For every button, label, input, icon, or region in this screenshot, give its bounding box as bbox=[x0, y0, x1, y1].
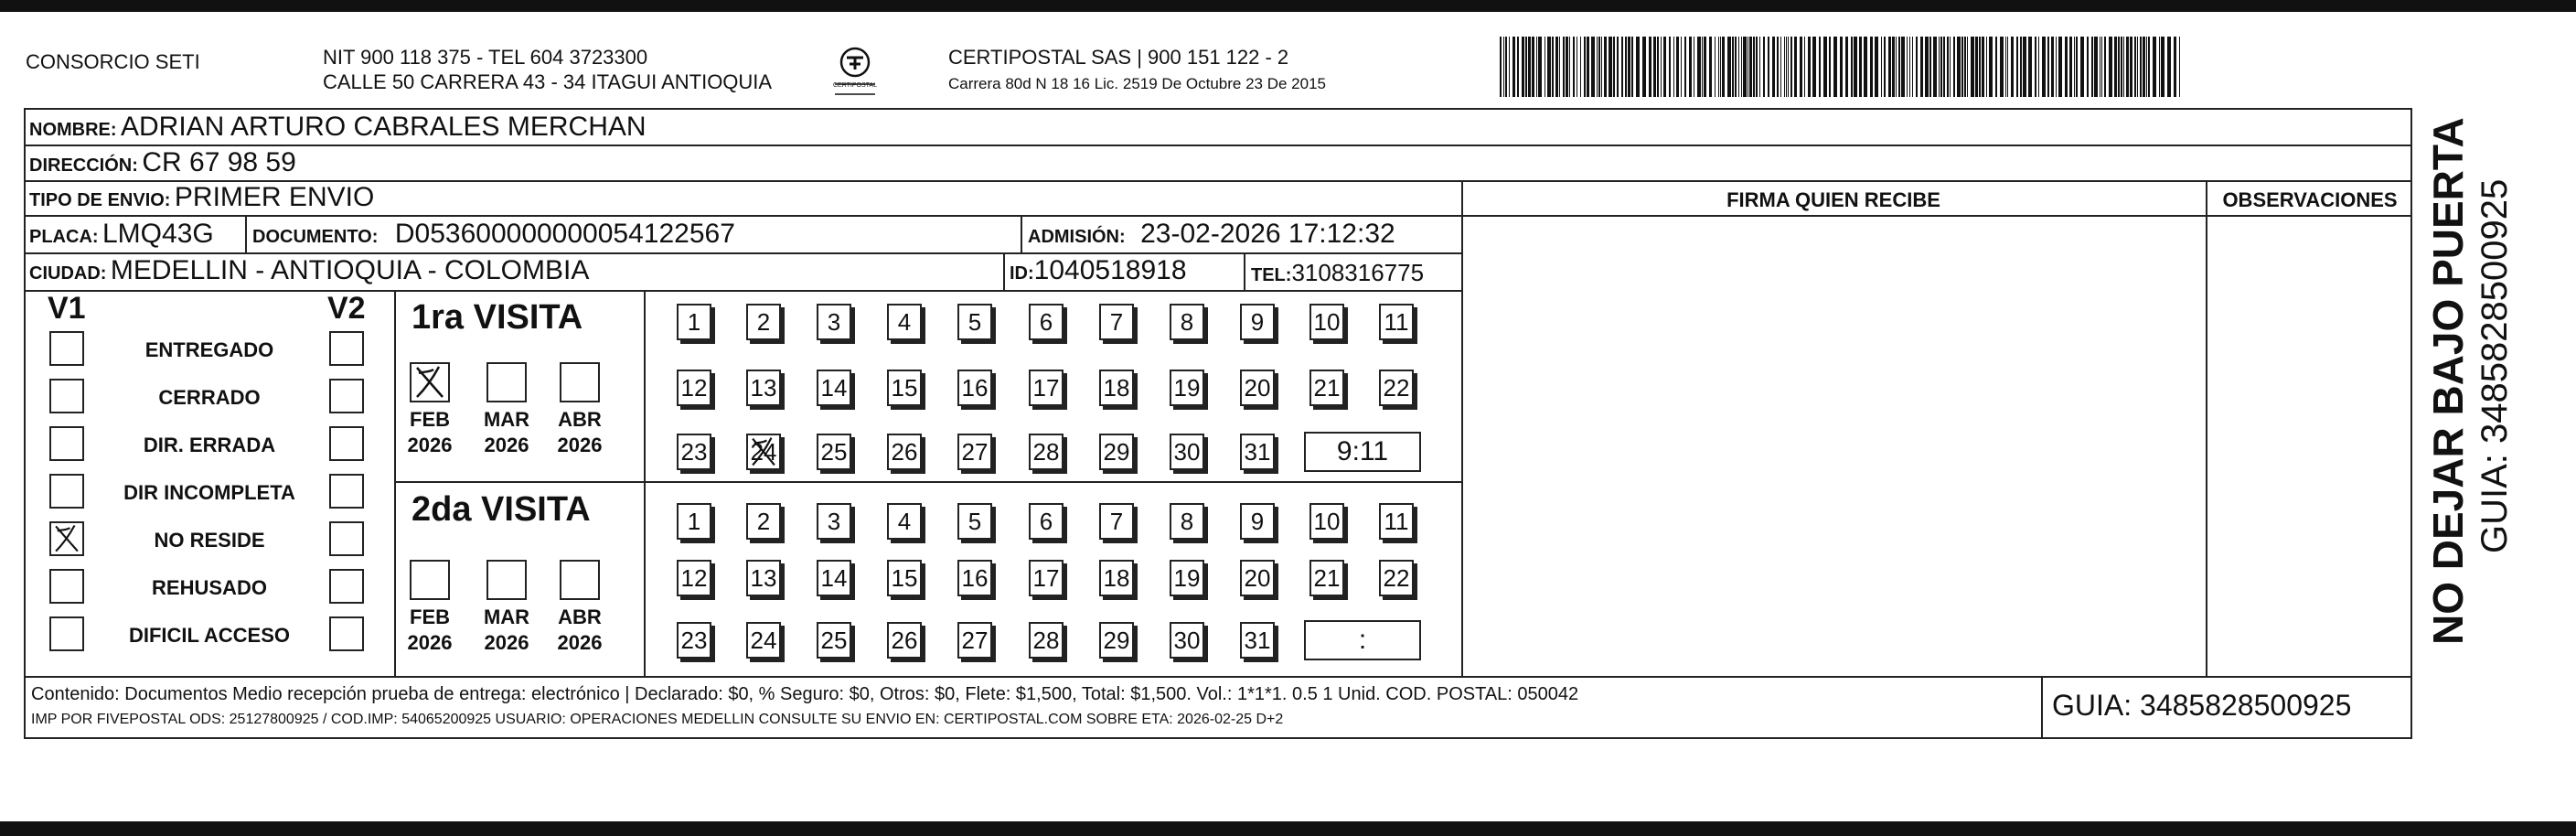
day-number: 1 bbox=[687, 308, 701, 336]
day-box[interactable] bbox=[746, 560, 781, 596]
day-number: 19 bbox=[1173, 374, 1201, 402]
month-label: MAR bbox=[483, 606, 530, 628]
day-box[interactable] bbox=[1029, 622, 1064, 659]
day-number: 16 bbox=[961, 564, 989, 592]
day-box[interactable] bbox=[817, 304, 851, 340]
month-checkbox[interactable] bbox=[560, 362, 600, 402]
logo-text: CERTIPOSTAL bbox=[833, 82, 877, 89]
day-number: 13 bbox=[750, 564, 777, 592]
day-box[interactable] bbox=[1099, 370, 1134, 406]
day-box[interactable] bbox=[677, 503, 711, 540]
v2-header: V2 bbox=[327, 291, 366, 326]
month-checkbox[interactable] bbox=[560, 560, 600, 600]
day-box[interactable] bbox=[817, 503, 851, 540]
day-box[interactable] bbox=[887, 622, 922, 659]
day-number: 18 bbox=[1103, 564, 1130, 592]
month-checkbox[interactable] bbox=[486, 362, 527, 402]
time-box[interactable]: 9:11 bbox=[1304, 432, 1421, 472]
placa-field bbox=[29, 219, 214, 254]
admision-value: 23-02-2026 17:12:32 bbox=[1140, 219, 1395, 249]
year-label: 2026 bbox=[407, 434, 453, 456]
visit-divider bbox=[394, 481, 1461, 483]
day-box[interactable] bbox=[817, 560, 851, 596]
day-box[interactable] bbox=[1170, 622, 1204, 659]
day-number: 13 bbox=[750, 374, 777, 402]
day-box[interactable] bbox=[1240, 503, 1275, 540]
day-box[interactable] bbox=[1170, 370, 1204, 406]
form-frame-bottom bbox=[24, 737, 2412, 739]
col-divider bbox=[644, 290, 646, 676]
day-number: 29 bbox=[1103, 438, 1130, 466]
day-box[interactable] bbox=[677, 622, 711, 659]
day-box[interactable] bbox=[1099, 434, 1134, 470]
tipo-envio-field bbox=[29, 182, 374, 218]
admision-field bbox=[1028, 219, 1395, 254]
day-number: 12 bbox=[680, 374, 708, 402]
day-box[interactable] bbox=[677, 560, 711, 596]
nombre-label: NOMBRE: bbox=[29, 120, 117, 140]
month-label: ABR bbox=[558, 606, 602, 628]
id-value: 1040518918 bbox=[1033, 255, 1187, 285]
day-box[interactable] bbox=[1379, 503, 1414, 540]
day-box[interactable] bbox=[887, 560, 922, 596]
imp-text: IMP POR FIVEPOSTAL ODS: 25127800925 / COD.IMP: 54065200925 USUARIO: OPERACIONES MEDELLIN CONSULTE SU ENVIO EN: CERTIPOSTAL.COM SOBRE ETA: 2026-02-25 D+2 bbox=[31, 712, 1284, 727]
documento-value: D053600000000054122567 bbox=[394, 219, 735, 249]
day-box[interactable] bbox=[957, 434, 992, 470]
day-number: 23 bbox=[680, 627, 708, 654]
day-box[interactable] bbox=[1029, 370, 1064, 406]
tipo-envio-value: PRIMER ENVIO bbox=[174, 182, 375, 212]
day-box[interactable] bbox=[677, 304, 711, 340]
day-number: 24 bbox=[750, 627, 777, 654]
observations-area[interactable] bbox=[2207, 217, 2410, 674]
company-license: Carrera 80d N 18 16 Lic. 2519 De Octubre 23 De 2015 bbox=[948, 75, 1326, 92]
day-number: 31 bbox=[1244, 627, 1271, 654]
id-label: ID: bbox=[1010, 263, 1034, 284]
v2-checkbox[interactable] bbox=[329, 331, 364, 366]
day-box[interactable] bbox=[1379, 370, 1414, 406]
day-number: 22 bbox=[1383, 564, 1410, 592]
day-box[interactable] bbox=[746, 622, 781, 659]
col-divider bbox=[1003, 252, 1005, 291]
day-number: 30 bbox=[1173, 627, 1201, 654]
day-number: 17 bbox=[1032, 374, 1060, 402]
day-box[interactable] bbox=[1309, 503, 1344, 540]
day-number: 16 bbox=[961, 374, 989, 402]
day-number: 8 bbox=[1180, 308, 1194, 336]
status-option-label: NO RESIDE bbox=[154, 529, 265, 552]
documento-field bbox=[252, 219, 735, 254]
year-label: 2026 bbox=[557, 631, 603, 654]
day-number: 14 bbox=[820, 374, 848, 402]
day-number: 7 bbox=[1109, 508, 1124, 535]
day-number: 28 bbox=[1032, 438, 1060, 466]
nombre-field bbox=[29, 112, 647, 147]
day-number: 19 bbox=[1173, 564, 1201, 592]
col-divider bbox=[394, 290, 396, 676]
ciudad-value: MEDELLIN - ANTIOQUIA - COLOMBIA bbox=[110, 255, 590, 285]
day-box[interactable] bbox=[1099, 622, 1134, 659]
v1-checkbox[interactable] bbox=[49, 426, 84, 461]
day-box[interactable] bbox=[1309, 304, 1344, 340]
signature-area[interactable] bbox=[1463, 217, 2204, 674]
day-box[interactable] bbox=[887, 434, 922, 470]
placa-value: LMQ43G bbox=[102, 219, 214, 249]
col-divider bbox=[2041, 676, 2043, 739]
month-label: MAR bbox=[483, 408, 530, 431]
status-option-label: CERRADO bbox=[158, 386, 261, 409]
day-box[interactable] bbox=[887, 503, 922, 540]
bottom-border bbox=[0, 821, 2576, 836]
tipo-envio-label: TIPO DE ENVIO: bbox=[29, 190, 171, 210]
day-box[interactable] bbox=[887, 370, 922, 406]
day-box[interactable] bbox=[1099, 560, 1134, 596]
v2-checkbox[interactable] bbox=[329, 474, 364, 509]
visit2-title: 2da VISITA bbox=[412, 490, 591, 529]
documento-label: DOCUMENTO: bbox=[252, 227, 379, 247]
day-box[interactable] bbox=[1029, 503, 1064, 540]
v1-checkbox[interactable] bbox=[49, 569, 84, 604]
month-checkbox[interactable] bbox=[410, 560, 450, 600]
x-mark-icon bbox=[51, 523, 82, 554]
day-number: 22 bbox=[1383, 374, 1410, 402]
day-box[interactable] bbox=[957, 560, 992, 596]
day-number: 8 bbox=[1180, 508, 1194, 535]
day-number: 4 bbox=[897, 508, 912, 535]
day-number: 23 bbox=[680, 438, 708, 466]
direccion-label: DIRECCIÓN: bbox=[29, 155, 138, 176]
day-box[interactable] bbox=[1170, 434, 1204, 470]
day-box[interactable] bbox=[1240, 434, 1275, 470]
row-divider bbox=[24, 180, 2412, 182]
side-guia: GUIA: 3485828500925 bbox=[2474, 178, 2515, 553]
day-number: 20 bbox=[1244, 374, 1271, 402]
year-label: 2026 bbox=[484, 631, 529, 654]
day-box[interactable] bbox=[957, 622, 992, 659]
day-box[interactable] bbox=[1170, 304, 1204, 340]
day-box[interactable] bbox=[746, 370, 781, 406]
day-number: 28 bbox=[1032, 627, 1060, 654]
day-number: 11 bbox=[1384, 508, 1409, 535]
day-box[interactable] bbox=[1240, 370, 1275, 406]
day-number: 2 bbox=[756, 508, 771, 535]
visit1-title: 1ra VISITA bbox=[412, 298, 583, 337]
day-box[interactable] bbox=[1029, 304, 1064, 340]
day-number: 18 bbox=[1103, 374, 1130, 402]
tel-label: TEL: bbox=[1251, 265, 1292, 285]
month-checkbox[interactable] bbox=[486, 560, 527, 600]
day-box[interactable] bbox=[1029, 434, 1064, 470]
day-box[interactable] bbox=[746, 434, 781, 470]
day-number: 27 bbox=[961, 438, 989, 466]
col-divider bbox=[245, 215, 247, 253]
top-border bbox=[0, 0, 2576, 12]
col-divider bbox=[1021, 215, 1022, 253]
status-option-label: DIR. ERRADA bbox=[143, 434, 276, 456]
v2-checkbox[interactable] bbox=[329, 521, 364, 556]
day-number: 1 bbox=[687, 508, 701, 535]
day-number: 21 bbox=[1313, 374, 1341, 402]
day-number: 24 bbox=[750, 438, 777, 466]
admision-label: ADMISIÓN: bbox=[1028, 227, 1126, 247]
day-number: 15 bbox=[891, 374, 918, 402]
day-number: 20 bbox=[1244, 564, 1271, 592]
month-label: FEB bbox=[410, 606, 450, 628]
v1-checkbox[interactable] bbox=[49, 616, 84, 651]
month-label: FEB bbox=[410, 408, 450, 431]
status-option-label: REHUSADO bbox=[152, 576, 267, 599]
month-label: ABR bbox=[558, 408, 602, 431]
day-number: 27 bbox=[961, 627, 989, 654]
direccion-field bbox=[29, 147, 296, 183]
v2-checkbox[interactable] bbox=[329, 426, 364, 461]
day-number: 17 bbox=[1032, 564, 1060, 592]
day-number: 6 bbox=[1039, 308, 1053, 336]
day-number: 14 bbox=[820, 564, 848, 592]
nombre-value: ADRIAN ARTURO CABRALES MERCHAN bbox=[121, 112, 647, 142]
header-line-1: NIT 900 118 375 - TEL 604 3723300 bbox=[323, 46, 648, 69]
observaciones-header: OBSERVACIONES bbox=[2222, 188, 2398, 211]
col-divider bbox=[1244, 252, 1245, 291]
day-number: 5 bbox=[967, 308, 982, 336]
day-number: 25 bbox=[820, 438, 848, 466]
day-number: 25 bbox=[820, 627, 848, 654]
day-box[interactable] bbox=[817, 370, 851, 406]
status-option-label: DIFICIL ACCESO bbox=[128, 624, 290, 647]
day-box[interactable] bbox=[1309, 370, 1344, 406]
id-field bbox=[1010, 255, 1187, 291]
v1-checkbox[interactable] bbox=[49, 521, 84, 556]
day-number: 11 bbox=[1384, 308, 1409, 336]
day-box[interactable] bbox=[677, 370, 711, 406]
x-mark-icon bbox=[412, 364, 448, 401]
footer-divider bbox=[24, 676, 2412, 678]
footer-guia: GUIA: 3485828500925 bbox=[2052, 689, 2352, 722]
day-number: 4 bbox=[897, 308, 912, 336]
direccion-value: CR 67 98 59 bbox=[142, 147, 296, 177]
day-box[interactable] bbox=[1029, 560, 1064, 596]
day-number: 7 bbox=[1109, 308, 1124, 336]
year-label: 2026 bbox=[557, 434, 603, 456]
day-number: 15 bbox=[891, 564, 918, 592]
day-number: 6 bbox=[1039, 508, 1053, 535]
day-box[interactable] bbox=[746, 304, 781, 340]
day-number: 26 bbox=[891, 438, 918, 466]
month-checkbox[interactable] bbox=[410, 362, 450, 402]
day-number: 9 bbox=[1250, 508, 1265, 535]
day-number: 21 bbox=[1313, 564, 1341, 592]
day-box[interactable] bbox=[957, 370, 992, 406]
day-number: 3 bbox=[827, 508, 841, 535]
ciudad-field bbox=[29, 255, 589, 291]
day-box[interactable] bbox=[1240, 560, 1275, 596]
day-number: 2 bbox=[756, 308, 771, 336]
v2-checkbox[interactable] bbox=[329, 616, 364, 651]
day-box[interactable] bbox=[957, 503, 992, 540]
day-box[interactable] bbox=[746, 503, 781, 540]
day-box[interactable] bbox=[887, 304, 922, 340]
placa-label: PLACA: bbox=[29, 227, 99, 247]
contenido-text: Contenido: Documentos Medio recepción prueba de entrega: electrónico | Declarado: $0, % Seguro: $0, Otros: $0, Flete: $1,500, Total: $1,500. Vol.: 1*1*1. 0.5 1 Unid. COD. POSTAL: 050042 bbox=[31, 684, 1579, 704]
header-line-2: CALLE 50 CARRERA 43 - 34 ITAGUI ANTIOQUIA bbox=[323, 70, 773, 93]
day-box[interactable] bbox=[1240, 622, 1275, 659]
day-number: 10 bbox=[1313, 508, 1341, 535]
day-number: 31 bbox=[1244, 438, 1271, 466]
day-number: 26 bbox=[891, 627, 918, 654]
v1-checkbox[interactable] bbox=[49, 331, 84, 366]
day-box[interactable] bbox=[1170, 503, 1204, 540]
v2-checkbox[interactable] bbox=[329, 569, 364, 604]
barcode bbox=[1500, 37, 2184, 97]
tel-value: 3108316775 bbox=[1291, 259, 1425, 286]
day-box[interactable] bbox=[1240, 304, 1275, 340]
day-number: 30 bbox=[1173, 438, 1201, 466]
v1-checkbox[interactable] bbox=[49, 379, 84, 413]
day-number: 9 bbox=[1250, 308, 1265, 336]
year-label: 2026 bbox=[407, 631, 453, 654]
time-box[interactable]: : bbox=[1304, 620, 1421, 660]
status-option-label: DIR INCOMPLETA bbox=[123, 481, 295, 504]
day-box[interactable] bbox=[677, 434, 711, 470]
day-box[interactable] bbox=[1379, 560, 1414, 596]
day-box[interactable] bbox=[957, 304, 992, 340]
v1-header: V1 bbox=[48, 291, 86, 326]
day-box[interactable] bbox=[1099, 304, 1134, 340]
day-number: 12 bbox=[680, 564, 708, 592]
certipostal-logo bbox=[828, 44, 882, 101]
consortium-name: CONSORCIO SETI bbox=[26, 50, 200, 73]
day-box[interactable] bbox=[817, 434, 851, 470]
day-box[interactable] bbox=[1309, 560, 1344, 596]
day-number: 3 bbox=[827, 308, 841, 336]
v2-checkbox[interactable] bbox=[329, 379, 364, 413]
year-label: 2026 bbox=[484, 434, 529, 456]
day-number: 5 bbox=[967, 508, 982, 535]
day-box[interactable] bbox=[1170, 560, 1204, 596]
no-dejar-warning: NO DEJAR BAJO PUERTA bbox=[2424, 117, 2472, 645]
ciudad-label: CIUDAD: bbox=[29, 263, 107, 284]
day-box[interactable] bbox=[817, 622, 851, 659]
firma-header: FIRMA QUIEN RECIBE bbox=[1726, 188, 1940, 211]
company-name: CERTIPOSTAL SAS | 900 151 122 - 2 bbox=[948, 46, 1289, 69]
day-box[interactable] bbox=[1099, 503, 1134, 540]
day-box[interactable] bbox=[1379, 304, 1414, 340]
v1-checkbox[interactable] bbox=[49, 474, 84, 509]
status-option-label: ENTREGADO bbox=[144, 338, 274, 361]
tel-field bbox=[1251, 257, 1424, 293]
day-number: 29 bbox=[1103, 627, 1130, 654]
day-number: 10 bbox=[1313, 308, 1341, 336]
